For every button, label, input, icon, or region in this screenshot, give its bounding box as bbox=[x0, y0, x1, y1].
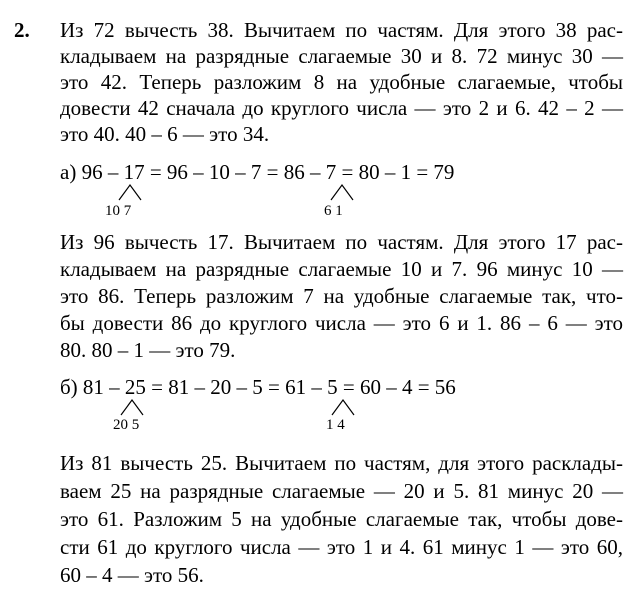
text-line: Из 96 вычесть 17. Вычитаем по частям. Для этого 17 рас- bbox=[60, 230, 623, 254]
text-line: Из 72 вычесть 38. Вычитаем по частям. Для этого 38 рас- bbox=[60, 18, 623, 42]
problem-number: 2. bbox=[14, 18, 30, 42]
text-line: Из 81 вычесть 25. Вычитаем по частям, для этого расклады- bbox=[60, 451, 623, 475]
text-line: сти 61 до круглого числа — это 1 и 4. 61 минус 1 — это 60, bbox=[60, 535, 623, 559]
decomposition-branch-icon bbox=[118, 183, 142, 201]
text-line: довести 42 сначала до круглого числа — это 2 и 6. 42 – 2 — bbox=[60, 96, 623, 120]
decomposition-branch-icon bbox=[331, 398, 355, 416]
decomposition-b-2: 1 4 bbox=[326, 417, 345, 433]
text-line: ваем 25 на разрядные слагаемые — 20 и 5. 81 минус 20 — bbox=[60, 479, 623, 503]
text-line: это 42. Теперь разложим 8 на удобные слагаемые, чтобы bbox=[60, 70, 623, 94]
text-line: это 61. Разложим 5 на удобные слагаемые так, чтобы дове- bbox=[60, 507, 623, 531]
decomposition-branch-icon bbox=[120, 398, 144, 416]
text-line: это 40. 40 – 6 — это 34. bbox=[60, 122, 270, 146]
equation-a: а) 96 – 17 = 96 – 10 – 7 = 86 – 7 = 80 – 1 = 79 bbox=[60, 160, 455, 184]
decomposition-b-1: 20 5 bbox=[113, 417, 140, 433]
text-line: кладываем на разрядные слагаемые 30 и 8. 72 минус 30 — bbox=[60, 44, 623, 68]
text-line: бы довести 86 до круглого числа — это 6 и 1. 86 – 6 — это bbox=[60, 311, 623, 335]
decomposition-a-1: 10 7 bbox=[105, 203, 132, 219]
text-line: 60 – 4 — это 56. bbox=[60, 563, 204, 587]
decomposition-a-2: 6 1 bbox=[324, 203, 343, 219]
text-line: это 86. Теперь разложим 7 на удобные слагаемые так, что- bbox=[60, 284, 623, 308]
decomposition-branch-icon bbox=[330, 183, 354, 201]
equation-b: б) 81 – 25 = 81 – 20 – 5 = 61 – 5 = 60 – 4 = 56 bbox=[60, 375, 456, 399]
text-line: 80. 80 – 1 — это 79. bbox=[60, 338, 236, 362]
text-line: кладываем на разрядные слагаемые 10 и 7. 96 минус 10 — bbox=[60, 257, 623, 281]
